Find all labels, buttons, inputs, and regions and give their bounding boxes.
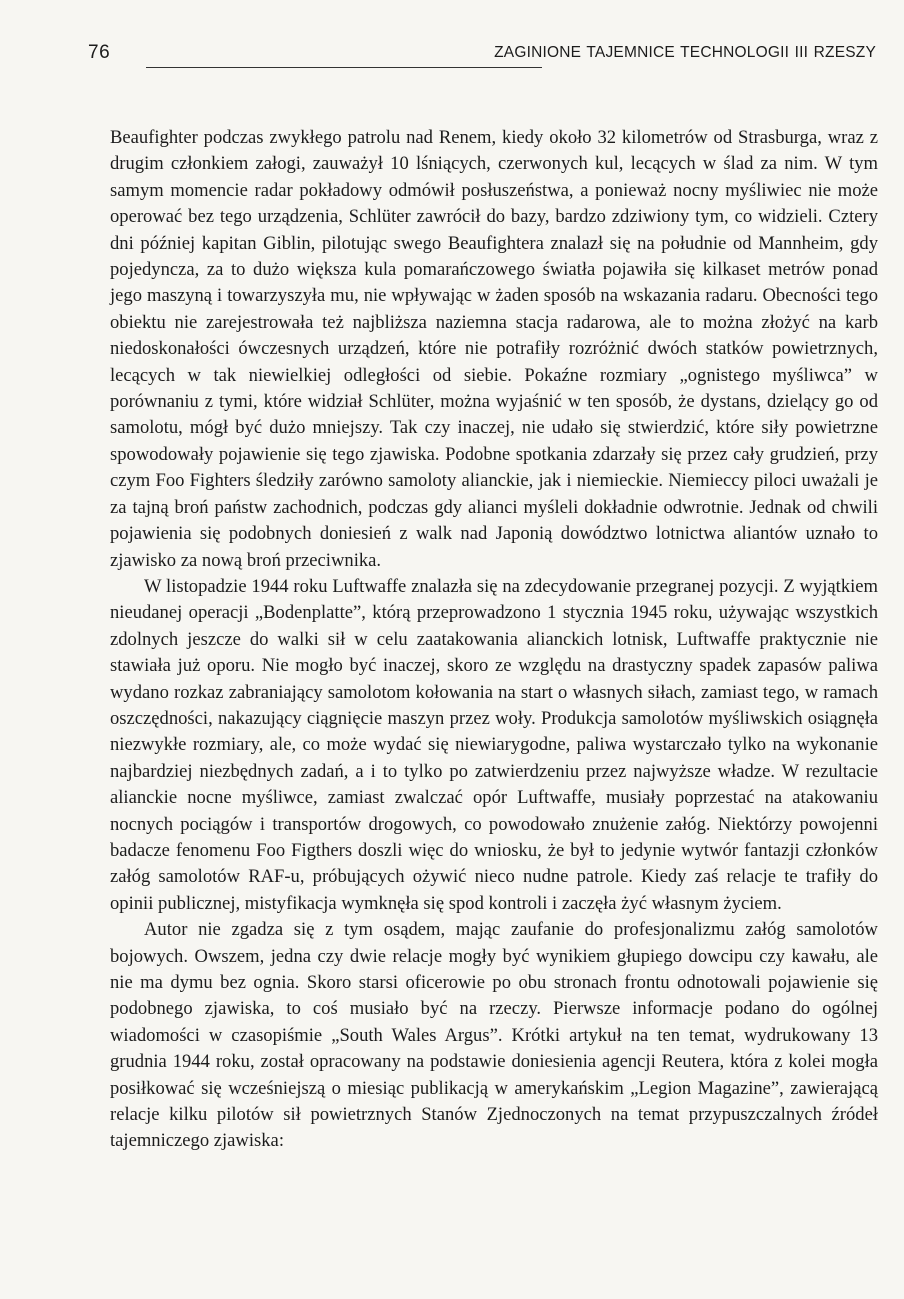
paragraph-luftwaffe-1944: W listopadzie 1944 roku Luftwaffe znalazła się na zdecydowanie przegranej pozycji. Z wyjątkiem nieudanej operacji „Bodenplatte”, którą przeprowadzono 1 stycznia 1945 roku, używając wszystkich zdolnych jeszcze do walki sił w celu zaatakowania alianckich lotnisk, Luftwaffe praktycznie nie stawiała już oporu. Nie mogło być inaczej, skoro ze względu na drastyczny spadek zapasów paliwa wydano rozkaz zabraniający samolotom kołowania na start o własnych siłach, zamiast tego, w ramach oszczędności, nakazujący ciągnięcie maszyn przez woły. Produkcja samolotów myśliwskich osiągnęła niezwykłe rozmiary, ale, co może wydać się niewiarygodne, paliwa wystarczało tylko na wykonanie najbardziej niezbędnych zadań, a i to tylko po zatwierdzeniu przez najwyższe władze. W rezultacie alianckie nocne myśliwce, zamiast zwalczać opór Luftwaffe, musiały poprzestać na atakowaniu nocnych pociągów i transportów drogowych, co powodowało znużenie załóg. Niektórzy powojenni badacze fenomenu Foo Figthers doszli więc do wniosku, że był to jedynie wytwór fantazji członków załóg samolotów RAF-u, próbujących ożywić nieco nudne patrole. Kiedy zaś relacje te trafiły do opinii publicznej, mistyfikacja wymknęła się spod kontroli i zaczęła żyć własnym życiem. <box>110 575 878 914</box>
body-text <box>110 125 878 1155</box>
paragraph-author-opinion: Autor nie zgadza się z tym osądem, mając zaufanie do profesjonalizmu załóg samolotów bojowych. Owszem, jedna czy dwie relacje mogły być wynikiem głupiego dowcipu czy kawału, ale nie ma dymu bez ognia. Skoro starsi oficerowie po obu stronach frontu odnotowali pojawienie się podobnego zjawiska, to coś musiało być na rzeczy. Pierwsze informacje podano do ogólnej wiadomości w czasopiśmie „South Wales Argus”. Krótki artykuł na ten temat, wydrukowany 13 grudnia 1944 roku, został opracowany na podstawie doniesienia agencji Reutera, która z kolei mogła posiłkować się wcześniejszą o miesiąc publikacją w amerykańskim „Legion Magazine”, zawierającą relacje kilku pilotów sił powietrznych Stanów Zjednoczonych na temat przypuszczalnych źródeł tajemniczego zjawiska: <box>110 919 878 1152</box>
page-header <box>88 42 876 72</box>
paragraph-continuation: Beaufighter podczas zwykłego patrolu nad Renem, kiedy około 32 kilometrów od Strasburga, wraz z drugim członkiem załogi, zauważył 10 lśniących, czerwonych kul, lecących w ślad za nim. W tym samym momencie radar pokładowy odmówił posłuszeństwa, a ponieważ nocny myśliwiec nie może operować bez tego urządzenia, Schlüter zawrócił do bazy, bardzo zdziwiony tym, co widzieli. Cztery dni później kapitan Giblin, pilotując swego Beaufightera znalazł się na południe od Mannheim, gdy pojedyncza, za to dużo większa kula pomarańczowego światła pojawiła się kilkaset metrów ponad jego maszyną i towarzyszyła mu, nie wpływając w żaden sposób na wskazania radaru. Obecności tego obiektu nie zarejestrowała też najbliższa naziemna stacja radarowa, ale to można złożyć na karb niedoskonałości ówczesnych urządzeń, które nie potrafiły rozróżnić dwóch statków powietrznych, lecących w tak niewielkiej odległości od siebie. Pokaźne rozmiary „ognistego myśliwca” w porównaniu z tymi, które widział Schlüter, można wyjaśnić w ten sposób, że dystans, dzielący go od samolotu, mógł być dużo mniejszy. Tak czy inaczej, nie udało się stwierdzić, które siły powietrzne spowodowały pojawienie się tego zjawiska. Podobne spotkania zdarzały się przez cały grudzień, przy czym Foo Fighters śledziły zarówno samoloty alianckie, jak i niemieckie. Niemieccy piloci uważali je za tajną broń państw zachodnich, podczas gdy alianci myśleli dokładnie odwrotnie. Jednak od chwili pojawienia się podobnych doniesień z walk nad Japonią dowództwo lotnictwa aliantów uznało to zjawisko za nową broń przeciwnika. <box>110 127 878 571</box>
header-rule <box>146 67 542 68</box>
running-title: ZAGINIONE TAJEMNICE TECHNOLOGII III RZESZY <box>494 44 876 61</box>
page-number: 76 <box>88 42 111 63</box>
